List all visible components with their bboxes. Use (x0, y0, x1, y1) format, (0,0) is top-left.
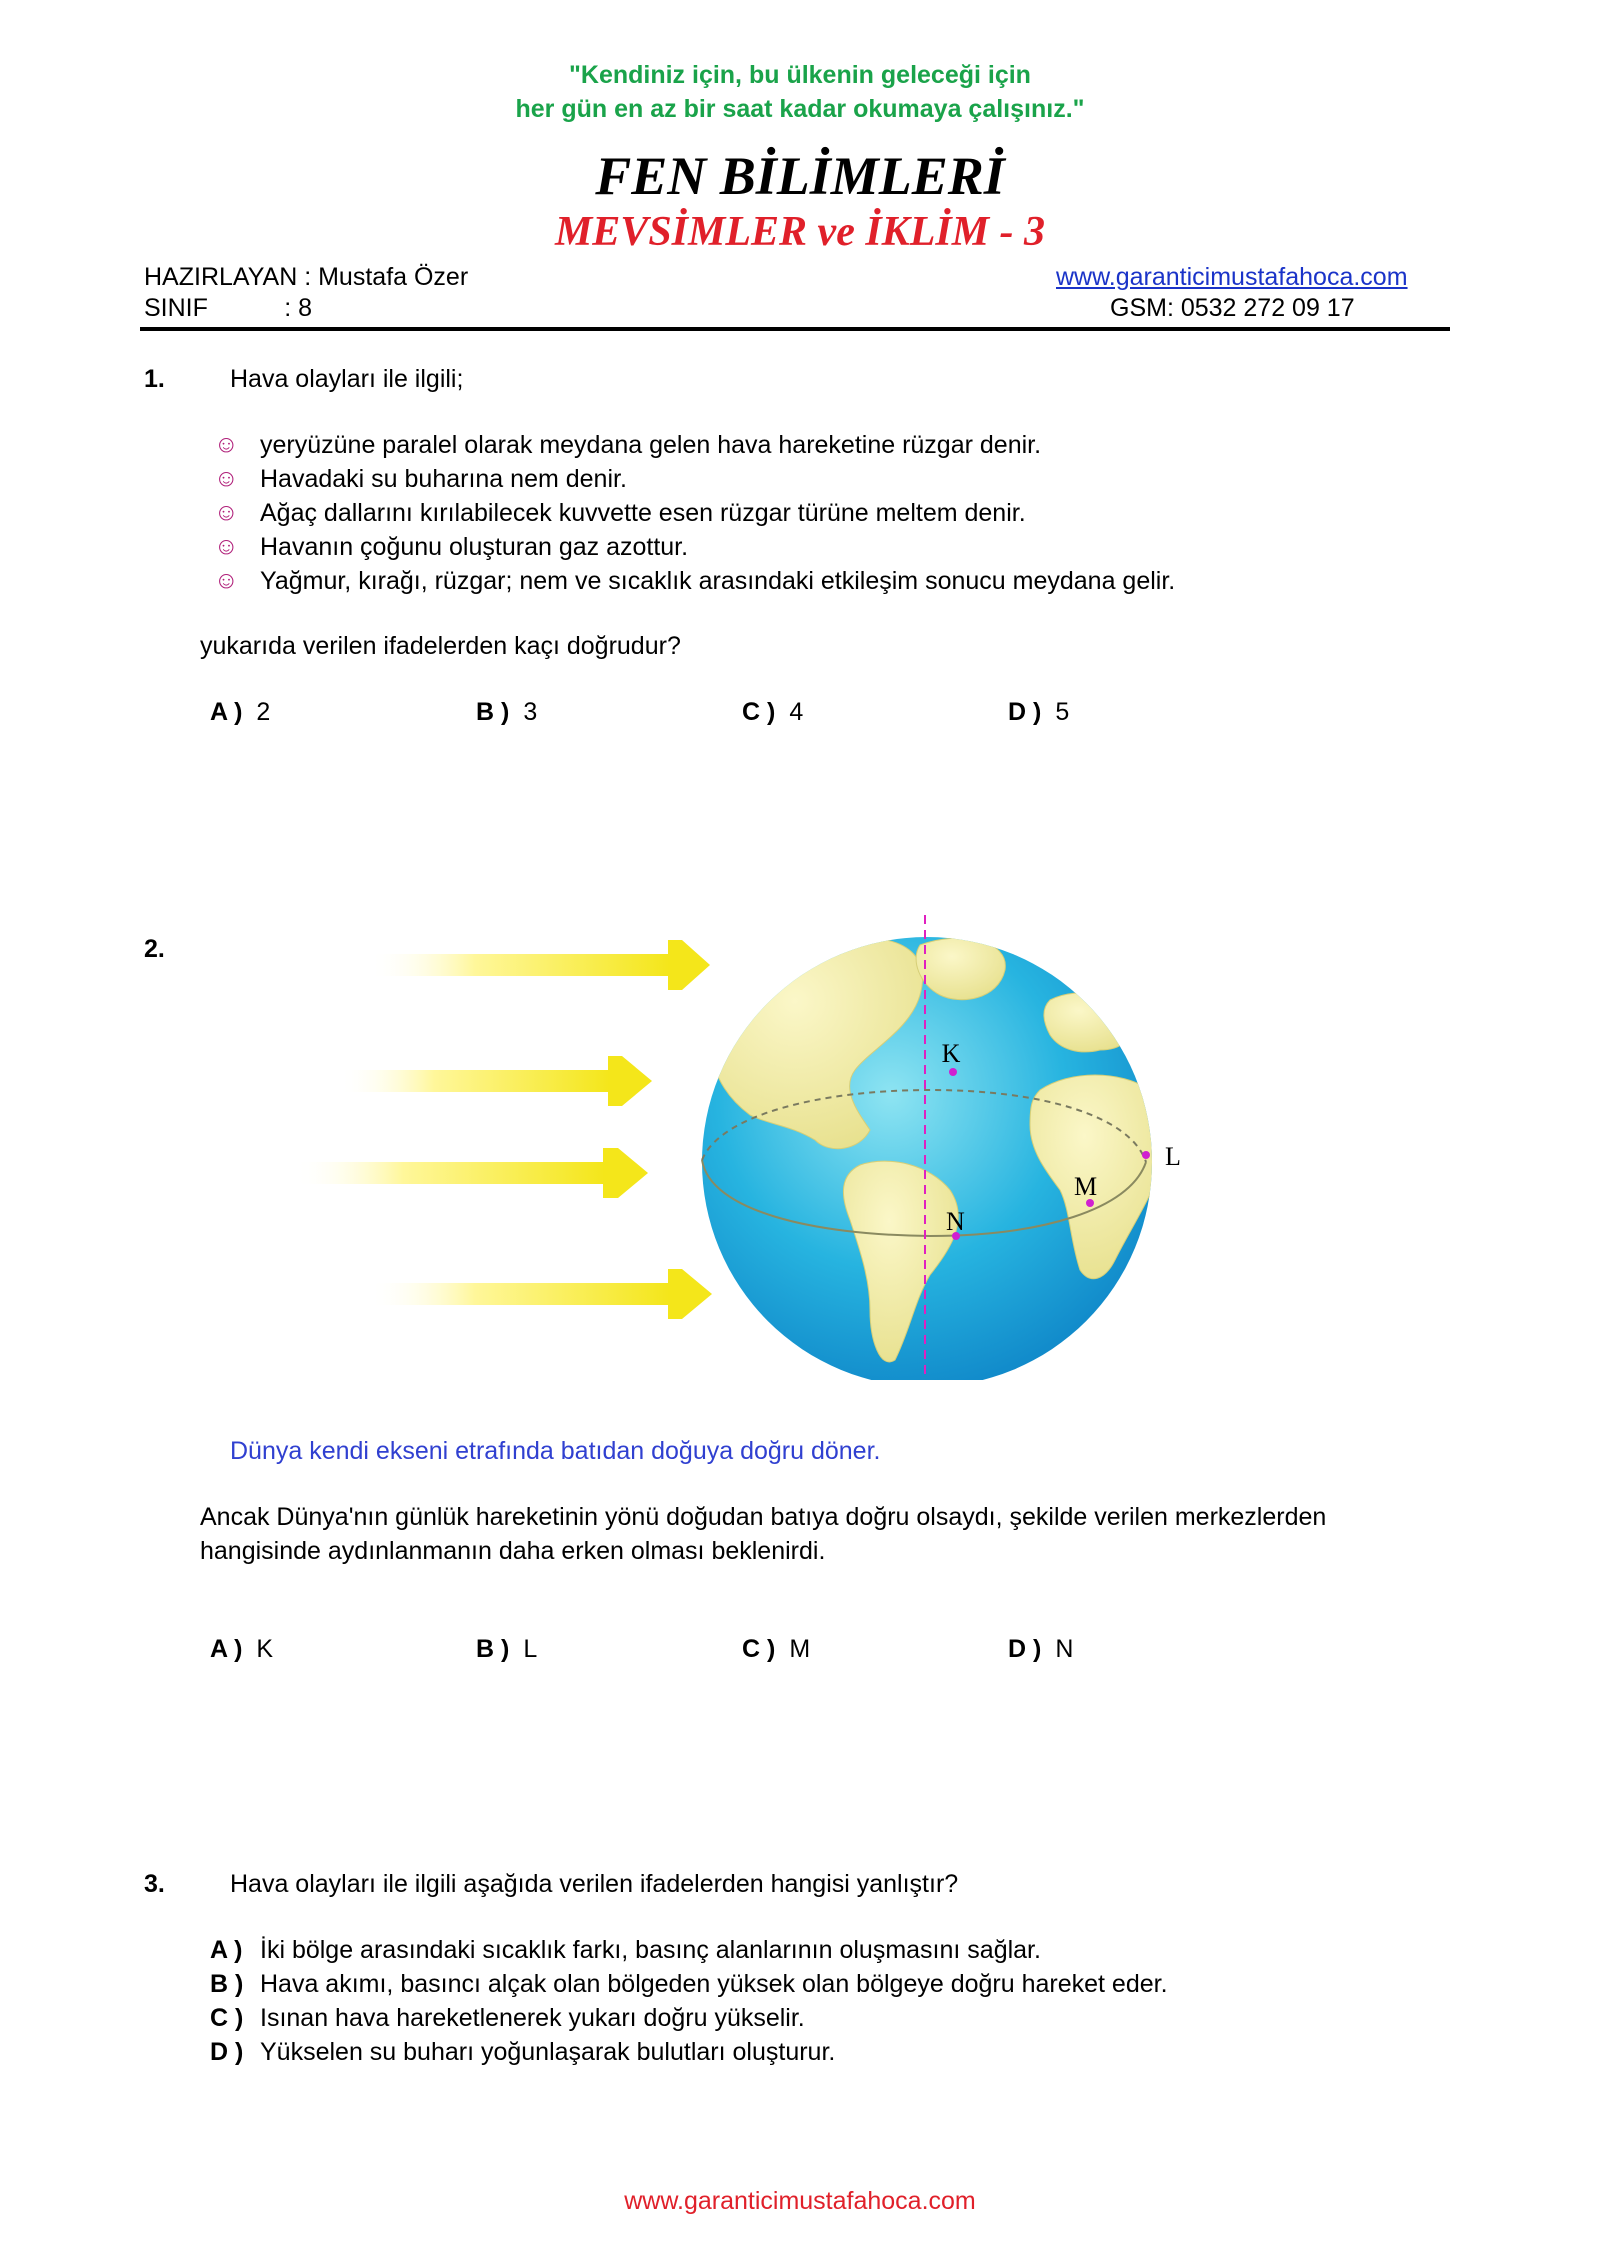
q2-option-b[interactable]: B ) L (476, 1635, 538, 1663)
q3-option-d[interactable]: D ) Yükselen su buharı yoğunlaşarak bulutları oluşturur. (210, 2038, 836, 2066)
point-n-label: N (946, 1207, 965, 1236)
q1-question: yukarıda verilen ifadelerden kaçı doğrudur? (200, 632, 681, 660)
q3-option-a[interactable]: A ) İki bölge arasındaki sıcaklık farkı, basınç alanlarının oluşmasını sağlar. (210, 1936, 1041, 1964)
gsm-number: GSM: 0532 272 09 17 (1110, 294, 1355, 322)
grade: SINIF : 8 (144, 294, 313, 322)
q2-number: 2. (144, 935, 165, 963)
list-item: ☺ yeryüzüne paralel olarak meydana gelen hava hareketine rüzgar denir. (214, 428, 1175, 462)
website-link[interactable]: www.garanticimustafahoca.com (1056, 263, 1408, 291)
smiley-icon: ☺ (214, 533, 239, 560)
smiley-icon: ☺ (214, 499, 239, 526)
list-item: ☺ Havanın çoğunu oluşturan gaz azottur. (214, 530, 1175, 564)
q2-question-line-1: Ancak Dünya'nın günlük hareketinin yönü doğudan batıya doğru olsaydı, şekilde verilen merkezlerden (200, 1503, 1327, 1531)
smiley-icon: ☺ (214, 465, 239, 492)
page-title: FEN BİLİMLERİ (595, 146, 1005, 206)
q3-stem: Hava olayları ile ilgili aşağıda verilen ifadelerden hangisi yanlıştır? (230, 1870, 959, 1898)
list-item: ☺ Ağaç dallarını kırılabilecek kuvvette esen rüzgar türüne meltem denir. (214, 496, 1175, 530)
q1-option-b[interactable]: B ) 3 (476, 698, 538, 726)
q3-options (210, 1933, 1168, 2069)
q1-option-a[interactable]: A ) 2 (210, 698, 271, 726)
q2-figure (270, 900, 1200, 1380)
point-k-label: K (941, 1039, 961, 1068)
q1-number: 1. (144, 365, 165, 393)
q2-options (210, 1635, 1310, 1664)
sunray-arrow-3 (295, 1148, 648, 1198)
q2-question-line-2: hangisinde aydınlanmanın daha erken olması beklenirdi. (200, 1537, 826, 1565)
smiley-icon: ☺ (214, 431, 239, 458)
q2-option-c[interactable]: C ) M (742, 1635, 811, 1663)
q2-option-d[interactable]: D ) N (1008, 1635, 1074, 1663)
list-item: ☺ Havadaki su buharına nem denir. (214, 462, 1175, 496)
motto-line-1: "Kendiniz için, bu ülkenin geleceği için (569, 61, 1031, 89)
q3-option-c[interactable]: C ) Isınan hava hareketlenerek yukarı doğru yükselir. (210, 2004, 805, 2032)
prepared-by: HAZIRLAYAN : Mustafa Özer (144, 263, 469, 291)
earth-globe-icon (702, 937, 1167, 1380)
smiley-icon: ☺ (214, 567, 239, 594)
q1-options (210, 698, 1310, 727)
motto-line-2: her gün en az bir saat kadar okumaya çalışınız." (515, 95, 1085, 123)
point-l-label: L (1165, 1142, 1181, 1171)
q2-option-a[interactable]: A ) K (210, 1635, 274, 1663)
point-l (1142, 1151, 1150, 1159)
list-item: ☺ Yağmur, kırağı, rüzgar; nem ve sıcaklık arasındaki etkileşim sonucu meydana gelir. (214, 564, 1175, 598)
q1-option-d[interactable]: D ) 5 (1008, 698, 1070, 726)
page-subtitle: MEVSİMLER ve İKLİM - 3 (554, 209, 1046, 255)
point-k (949, 1068, 957, 1076)
sunray-arrow-2 (340, 1056, 652, 1106)
point-m-label: M (1074, 1172, 1098, 1201)
header-divider (140, 327, 1450, 331)
footer-website[interactable]: www.garanticimustafahoca.com (624, 2187, 976, 2215)
q1-statement-list (214, 428, 1175, 598)
sunray-arrow-4 (370, 1269, 712, 1319)
q1-option-c[interactable]: C ) 4 (742, 698, 804, 726)
sunray-arrow-1 (370, 940, 710, 990)
q3-number: 3. (144, 1870, 165, 1898)
q2-note: Dünya kendi ekseni etrafında batıdan doğuya doğru döner. (230, 1437, 881, 1465)
q1-stem: Hava olayları ile ilgili; (230, 365, 464, 393)
q3-option-b[interactable]: B ) Hava akımı, basıncı alçak olan bölgeden yüksek olan bölgeye doğru hareket eder. (210, 1970, 1168, 1998)
